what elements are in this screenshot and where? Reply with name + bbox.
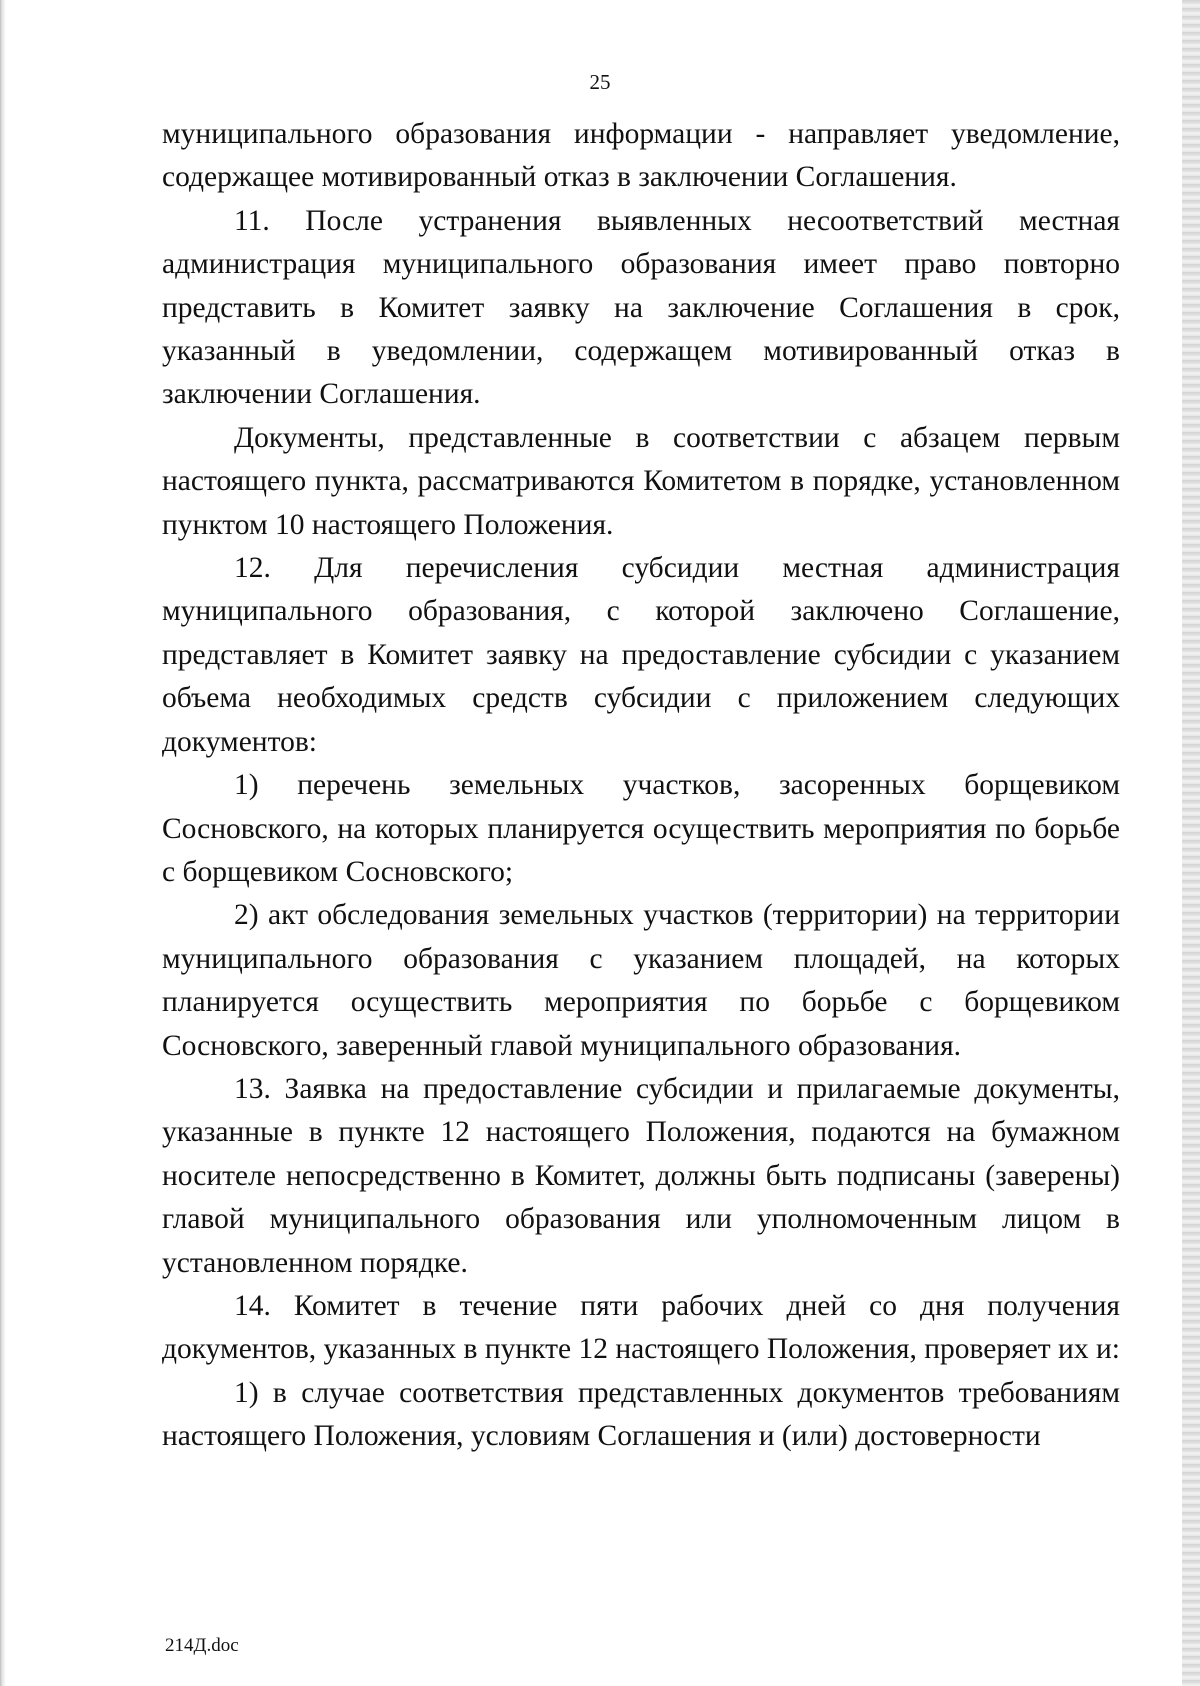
scan-edge-left: [0, 0, 6, 1686]
paragraph-item-14-sub-1: 1) в случае соответствия представленных документов требованиям настоящего Положения, условиям Соглашения и (или) достоверности: [162, 1376, 1120, 1453]
page-number: 25: [589, 70, 611, 94]
paragraph-item-13: 13. Заявка на предоставление субсидии и прилагаемые документы, указанные в пункте 12 настоящего Положения, подаются на бумажном носителе непосредственно в Комитет, должны быть подписаны (заверены) главой муниципального образования или уполномоченным лицом в установленном порядке.: [162, 1072, 1120, 1279]
paragraph-continuation: муниципального образования информации - направляет уведомление, содержащее мотивированный отказ в заключении Соглашения.: [162, 118, 1120, 194]
paragraph-item-11: 11. После устранения выявленных несоответствий местная администрация муниципального образования имеет право повторно представить в Комитет заявку на заключение Соглашения в срок, указанный в уведомлении, содержащем мотивированный отказ в заключении Соглашения.: [162, 204, 1120, 411]
paragraph-item-14: 14. Комитет в течение пяти рабочих дней со дня получения документов, указанных в пункте 12 настоящего Положения, проверяет их и:: [162, 1289, 1120, 1366]
footer-filename: 214Д.doc: [165, 1635, 239, 1656]
paragraph-item-12: 12. Для перечисления субсидии местная администрация муниципального образования, с которой заключено Соглашение, представляет в Комитет заявку на предоставление субсидии с указанием объема необходимых средств субсидии с приложением следующих документов:: [162, 552, 1120, 758]
scan-edge-right: [1182, 0, 1200, 1686]
document-body: [162, 113, 1120, 1459]
paragraph-item-12-sub-1: 1) перечень земельных участков, засоренных борщевиком Сосновского, на которых планируется осуществить мероприятия по борьбе с борщевиком Сосновского;: [162, 769, 1120, 888]
paragraph-documents-review: Документы, представленные в соответствии с абзацем первым настоящего пункта, рассматриваются Комитетом в порядке, установленном пунктом 10 настоящего Положения.: [162, 421, 1120, 541]
paragraph-item-12-sub-2: 2) акт обследования земельных участков (территории) на территории муниципального образования с указанием площадей, на которых планируется осуществить мероприятия по борьбе с борщевиком Сосновского, заверенный главой муниципального образования.: [162, 899, 1120, 1062]
